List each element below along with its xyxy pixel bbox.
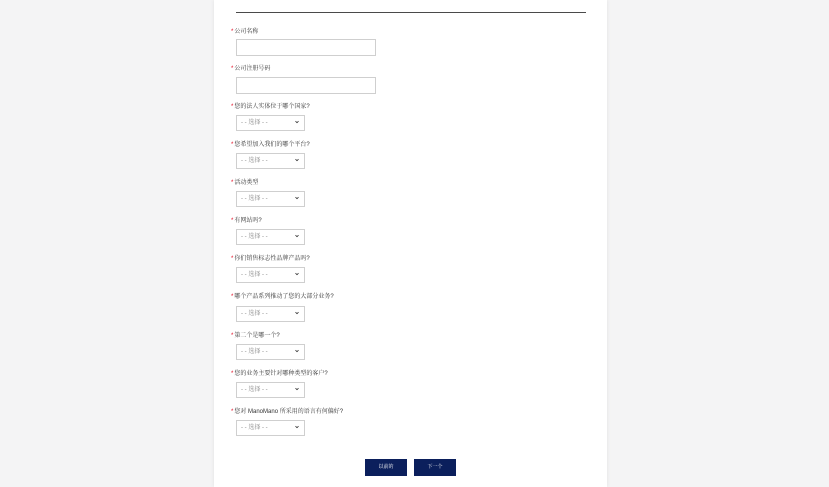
has-website-select[interactable]: - - 选择 - - [236, 229, 305, 245]
chevron-down-icon [295, 387, 299, 391]
required-mark: * [231, 256, 234, 262]
chevron-down-icon [295, 120, 299, 124]
second-product-line-select[interactable]: - - 选择 - - [236, 344, 305, 360]
second-product-line-label: *第二个是哪一个? [231, 333, 280, 339]
required-mark: * [231, 333, 234, 339]
customer-type-label: *您的业务主要针对哪种类型的客户? [231, 371, 328, 377]
chevron-down-icon [295, 311, 299, 315]
company-name-input[interactable] [236, 39, 376, 56]
company-reg-no-input[interactable] [236, 77, 376, 94]
required-mark: * [231, 371, 234, 377]
required-mark: * [231, 66, 234, 72]
main-product-line-select[interactable]: - - 选择 - - [236, 306, 305, 322]
chevron-down-icon [295, 425, 299, 429]
platform-label: *您希望加入我们的哪个平台? [231, 142, 310, 148]
required-mark: * [231, 218, 234, 224]
company-reg-no-label: *公司注册号码 [231, 66, 271, 72]
required-mark: * [231, 294, 234, 300]
has-website-label: *有网站吗? [231, 218, 262, 224]
chevron-down-icon [295, 196, 299, 200]
chevron-down-icon [295, 158, 299, 162]
language-preference-select[interactable]: - - 选择 - - [236, 420, 305, 436]
legal-entity-country-select[interactable]: - - 选择 - - [236, 115, 305, 131]
activity-type-label: *活动类型 [231, 180, 259, 186]
language-preference-label: *您对 ManoMano 所采用的语言有何偏好? [231, 409, 344, 415]
iconic-brands-label: *你们销售标志性品牌产品吗? [231, 256, 310, 262]
required-mark: * [231, 409, 234, 415]
chevron-down-icon [295, 234, 299, 238]
chevron-down-icon [295, 272, 299, 276]
previous-button[interactable]: 以前的 [365, 459, 407, 476]
required-mark: * [231, 29, 234, 35]
section-divider [236, 12, 586, 13]
chevron-down-icon [295, 349, 299, 353]
required-mark: * [231, 142, 234, 148]
company-name-label: *公司名称 [231, 29, 259, 35]
customer-type-select[interactable]: - - 选择 - - [236, 382, 305, 398]
required-mark: * [231, 180, 234, 186]
activity-type-select[interactable]: - - 选择 - - [236, 191, 305, 207]
iconic-brands-select[interactable]: - - 选择 - - [236, 267, 305, 283]
main-product-line-label: *哪个产品系列推动了您的大部分业务? [231, 294, 334, 300]
legal-entity-country-label: *您的法人实体位于哪个国家? [231, 104, 310, 110]
platform-select[interactable]: - - 选择 - - [236, 153, 305, 169]
next-button[interactable]: 下一个 [414, 459, 456, 476]
required-mark: * [231, 104, 234, 110]
